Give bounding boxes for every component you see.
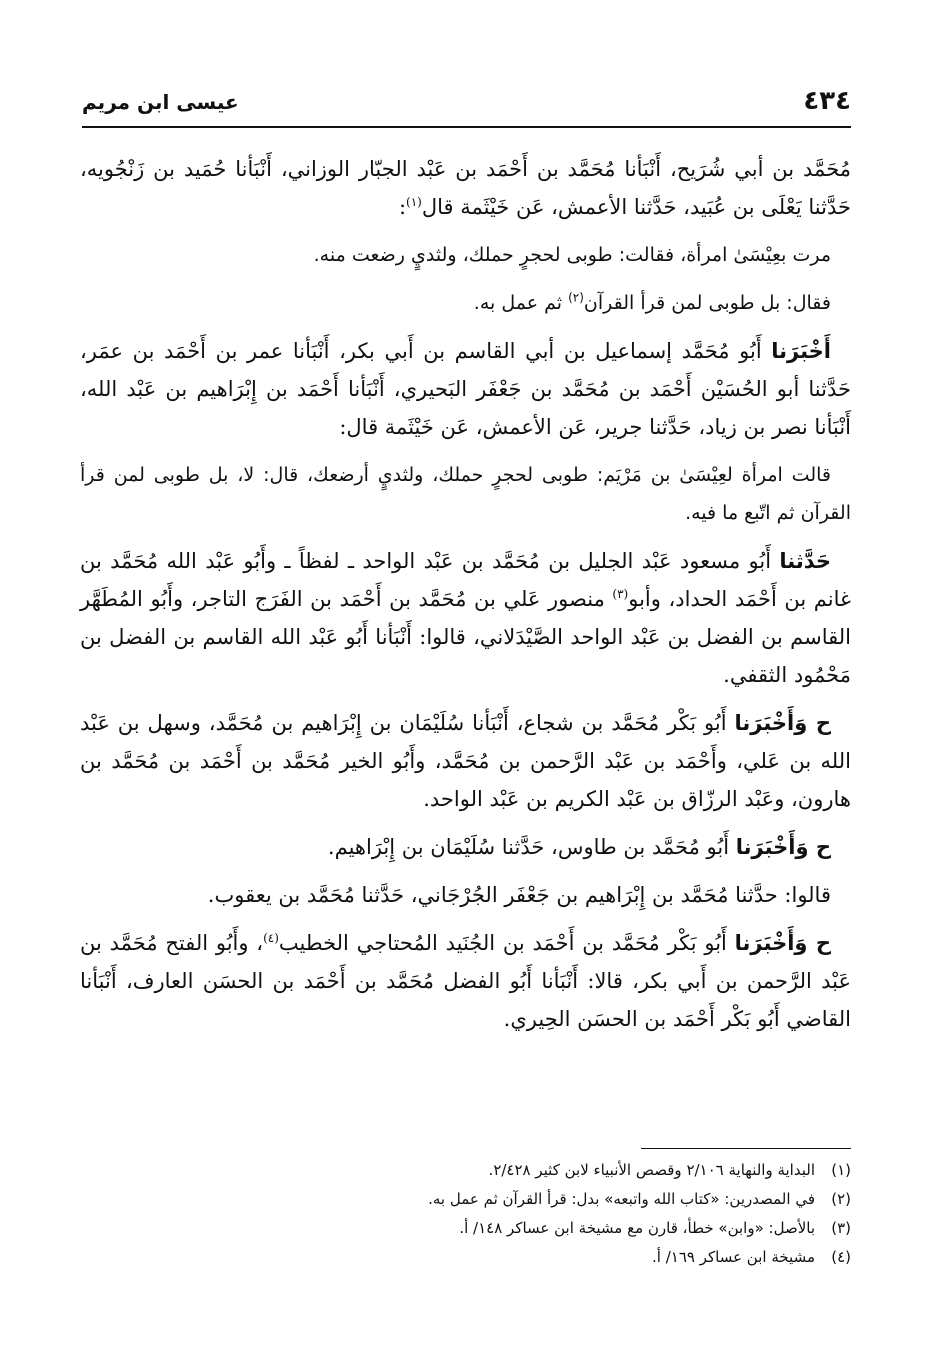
- running-title: عيسى ابن مريم: [82, 90, 239, 114]
- footnote-number: (١): [831, 1161, 851, 1179]
- isnad-lead: حَدَّثنا: [779, 549, 831, 573]
- paragraph-text: أَبُو مسعود عَبْد الجليل بن مُحَمَّد بن عَبْد الواحد ـ لفظاً ـ وأَبُو عَبْد الله مُحَمَّد بن غانم بن أَحْمَد الحداد، وأبو: [80, 549, 851, 611]
- footnote: [82, 1214, 851, 1243]
- paragraph: [80, 704, 851, 818]
- isnad-lead: أَخْبَرَنا: [771, 339, 831, 363]
- quote-paragraph: [80, 236, 851, 274]
- footnote-ref: (٣): [612, 587, 629, 601]
- paragraph-text: فقال: بل طوبى لمن قرأ القرآن: [583, 292, 831, 314]
- paragraph: [80, 828, 851, 866]
- footnote-ref: (١): [406, 195, 422, 209]
- footnote-text: مشيخة ابن عساكر ١٦٩/ أ.: [652, 1248, 815, 1266]
- footnote-number: (٢): [831, 1190, 851, 1208]
- isnad-lead: ح وَأَخْبَرَنا: [734, 711, 831, 735]
- footnote-number: (٣): [831, 1219, 851, 1237]
- paragraph: [80, 542, 851, 694]
- paragraph-text: أَبُو بَكْر مُحَمَّد بن أَحْمَد بن الجُنَيد المُحتاجي الخطيب: [278, 931, 735, 955]
- page-header: [82, 86, 851, 128]
- paragraph: [80, 924, 851, 1038]
- footnote-ref: (٢): [568, 290, 584, 305]
- paragraph-tail: :: [398, 195, 407, 219]
- paragraph: [80, 150, 851, 226]
- paragraph: [80, 876, 851, 914]
- paragraph-tail: منصور عَلي بن مُحَمَّد بن أَحْمَد بن الفَرَج التاجر، وأَبُو المُطَهَّر القاسم بن الفضل بن عَبْد الواحد الصَّيْدَلاني، قالوا: أَنْبَأنا أَبُو عَبْد الله القاسم بن الفضل بن مَحْمُود الثقفي.: [80, 587, 851, 687]
- quote-paragraph: [80, 456, 851, 532]
- footnotes: [82, 1156, 851, 1272]
- isnad-lead: ح وَأَخْبَرَنا: [734, 931, 831, 955]
- footnote: [82, 1156, 851, 1185]
- paragraph-text: قالوا: حدَّثنا مُحَمَّد بن إِبْرَاهيم بن جَعْفَر الجُرْجَاني، حَدَّثنا مُحَمَّد بن يعقوب.: [207, 883, 831, 907]
- paragraph-tail: ، وأَبُو الفتح مُحَمَّد بن عَبْد الرَّحمن بن أَبي بكر، قالا: أَنْبَأنا أَبُو الفضل مُحَمَّد بن أَحْمَد بن الحسَن العارف، أَنْبَأنا القاضي أَبُو بَكْر أَحْمَد بن الحسَن الحِيري.: [80, 931, 851, 1031]
- paragraph-text: مرت بعِيْسَىٰ امرأة، فقالت: طوبى لحجرٍ حملك، ولثديٍ رضعت منه.: [313, 244, 831, 266]
- footnote: [82, 1185, 851, 1214]
- paragraph: [80, 332, 851, 446]
- isnad-lead: ح وَأَخْبَرَنا: [735, 835, 831, 859]
- paragraph-text: أَبُو مُحَمَّد بن طاوس، حَدَّثنا سُلَيْمَان بن إِبْرَاهيم.: [327, 835, 736, 859]
- page-number: ٤٣٤: [803, 86, 851, 116]
- footnote-text: بالأصل: «وابن» خطأ، قارن مع مشيخة ابن عساكر ١٤٨/ أ.: [459, 1219, 815, 1237]
- paragraph-text: مُحَمَّد بن أبي شُرَيح، أَنْبَأنا مُحَمَّد بن أَحْمَد بن عَبْد الجبّار الوزاني، أَنْبَأنا حُمَيد بن زَنْجُويه، حَدَّثنا يَعْلَى بن عُبَيد، حَدَّثنا الأعمش، عَن خَيْثَمة قال: [80, 157, 851, 219]
- footnote-number: (٤): [831, 1248, 851, 1266]
- quote-paragraph: [80, 284, 851, 322]
- paragraph-text: قالت امرأة لعِيْسَىٰ بن مَرْيَم: طوبى لحجرٍ حملك، ولثديٍ أرضعك، قال: لا، بل طوبى لمن قرأ القرآن ثم اتّبع ما فيه.: [80, 464, 851, 524]
- paragraph-tail: ثم عمل به.: [473, 292, 569, 314]
- footnote: [82, 1243, 851, 1272]
- footnote-ref: (٤): [263, 931, 279, 945]
- footnote-divider: [641, 1148, 851, 1149]
- footnote-text: البداية والنهاية ٢/١٠٦ وقصص الأنبياء لابن كثير ٢/٤٢٨.: [488, 1161, 815, 1179]
- paragraph-text: أَبُو مُحَمَّد إسماعيل بن أبي القاسم بن أَبي بكر، أَنْبَأنا عمر بن أَحْمَد بن عمَر، حَدَّثنا أبو الحُسَيْن أَحْمَد بن مُحَمَّد بن جَعْفَر البَحيري، أَنْبَأنا أَحْمَد بن إِبْرَاهيم بن عَبْد الله، أَنْبَأنا نصر بن زياد، حَدَّثنا جرير، عَن الأعمش، عَن خَيْثَمة قال:: [80, 339, 851, 439]
- paragraph-text: أَبُو بَكْر مُحَمَّد بن شجاع، أَنْبَأنا سُلَيْمَان بن إِبْرَاهيم بن مُحَمَّد، وسهل بن عَبْد الله بن عَلي، وأَحْمَد بن عَبْد الرَّحمن بن مُحَمَّد، وأَبُو الخير مُحَمَّد بن أَحْمَد بن مُحَمَّد بن هارون، وعَبْد الرزّاق بن عَبْد الكريم بن عَبْد الواحد.: [80, 711, 851, 811]
- main-text: [80, 150, 851, 1048]
- footnote-text: في المصدرين: «كتاب الله واتبعه» بدل: قرأ القرآن ثم عمل به.: [428, 1190, 815, 1208]
